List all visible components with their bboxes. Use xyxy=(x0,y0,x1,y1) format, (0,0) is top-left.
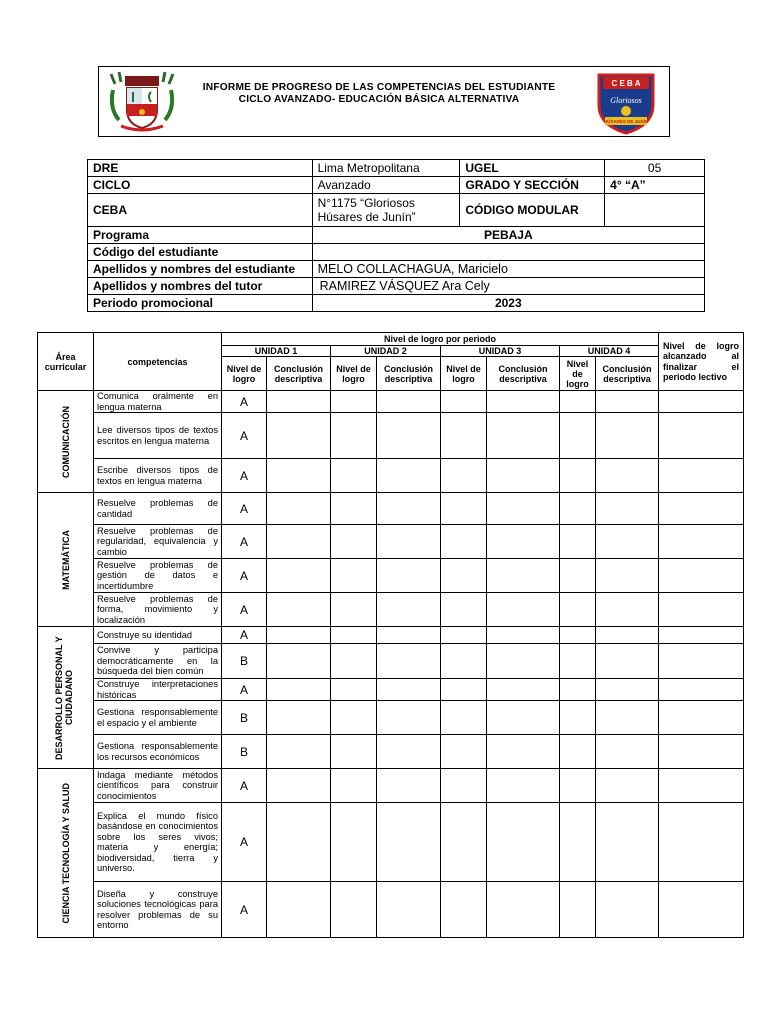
unit-1-level: A xyxy=(222,593,267,627)
tutor-label: Apellidos y nombres del tutor xyxy=(88,278,313,295)
unit-1-conclusion xyxy=(267,593,331,627)
unit-4-conclusion xyxy=(596,882,659,938)
competency-text: Escribe diversos tipos de textos en lengua materna xyxy=(94,459,222,493)
unit-1-conclusion xyxy=(267,413,331,459)
unit-2-level xyxy=(331,701,377,735)
unit-3-conclusion xyxy=(487,803,560,882)
unit-2-conclusion xyxy=(377,769,441,803)
unit-3-conclusion xyxy=(487,459,560,493)
programa-label: Programa xyxy=(88,227,313,244)
unit-3-conclusion xyxy=(487,679,560,701)
unit-2-nivel-header: Nivel de logro xyxy=(331,357,377,391)
unit-2-conclusion xyxy=(377,391,441,413)
estudiante-label: Apellidos y nombres del estudiante xyxy=(88,261,313,278)
unit-4-conclusion xyxy=(596,391,659,413)
nivel-periodo-header: Nivel de logro por periodo xyxy=(222,333,659,346)
final-level xyxy=(659,679,744,701)
unit-3-level xyxy=(441,493,487,525)
table-row xyxy=(38,679,744,701)
competency-text: Construye su identidad xyxy=(94,627,222,644)
unit-4-conclusion xyxy=(596,803,659,882)
table-row xyxy=(38,701,744,735)
unit-2-level xyxy=(331,679,377,701)
ceba-label: CEBA xyxy=(88,194,313,227)
final-level xyxy=(659,882,744,938)
unit-4-conclusion xyxy=(596,525,659,559)
unit-1-level: A xyxy=(222,803,267,882)
unit-1-level: A xyxy=(222,525,267,559)
unit-1-level: A xyxy=(222,769,267,803)
competency-text: Indaga mediante métodos científicos para construir conocimientos xyxy=(94,769,222,803)
codigo-estudiante-label: Código del estudiante xyxy=(88,244,313,261)
ugel-label: UGEL xyxy=(460,160,605,177)
unit-1-conclusion xyxy=(267,803,331,882)
unit-1-conclusion xyxy=(267,679,331,701)
unit-3-conclusion xyxy=(487,769,560,803)
unit-3-level xyxy=(441,701,487,735)
unit-4-conclusion xyxy=(596,701,659,735)
final-level xyxy=(659,391,744,413)
programa-value: PEBAJA xyxy=(312,227,704,244)
area-cell xyxy=(38,493,94,627)
final-level xyxy=(659,493,744,525)
final-level xyxy=(659,701,744,735)
unit-2-level xyxy=(331,803,377,882)
periodo-value: 2023 xyxy=(312,295,704,312)
unit-4-level xyxy=(560,413,596,459)
final-level xyxy=(659,559,744,593)
unit-3-level xyxy=(441,735,487,769)
unit-2-conclusion xyxy=(377,882,441,938)
dre-value: Lima Metropolitana xyxy=(312,160,460,177)
estudiante-value: MELO COLLACHAGUA, Maricielo xyxy=(312,261,704,278)
unit-2-conclusion xyxy=(377,679,441,701)
unit-4-level xyxy=(560,735,596,769)
unit-1-level: B xyxy=(222,644,267,679)
unit-2-level xyxy=(331,593,377,627)
unit-4-conclusion xyxy=(596,644,659,679)
student-info-table xyxy=(87,159,705,312)
unit-1-level: A xyxy=(222,627,267,644)
logo-husares-text: HÚSARES DE JUNÍN xyxy=(603,119,649,124)
codigo-modular-value xyxy=(605,194,705,227)
unit-4-level xyxy=(560,882,596,938)
unit-2-header: UNIDAD 2 xyxy=(331,346,441,357)
final-level xyxy=(659,525,744,559)
report-header xyxy=(98,66,670,137)
competency-text: Resuelve problemas de gestión de datos e incertidumbre xyxy=(94,559,222,593)
final-level xyxy=(659,593,744,627)
competency-text: Resuelve problemas de cantidad xyxy=(94,493,222,525)
unit-2-conclusion xyxy=(377,413,441,459)
table-row xyxy=(38,391,744,413)
final-level xyxy=(659,735,744,769)
grado-value: 4° “A” xyxy=(605,177,705,194)
unit-4-level xyxy=(560,803,596,882)
table-row xyxy=(38,559,744,593)
unit-4-conclusion xyxy=(596,559,659,593)
unit-1-level: B xyxy=(222,735,267,769)
unit-2-level xyxy=(331,493,377,525)
unit-2-level xyxy=(331,882,377,938)
ceba-value xyxy=(312,194,460,227)
unit-4-level xyxy=(560,459,596,493)
unit-1-level: A xyxy=(222,679,267,701)
ceba-shield-logo-icon xyxy=(595,71,657,135)
unit-4-level xyxy=(560,493,596,525)
unit-2-level xyxy=(331,459,377,493)
unit-2-level xyxy=(331,735,377,769)
unit-2-conclusion xyxy=(377,627,441,644)
ugel-value: 05 xyxy=(605,160,705,177)
final-level xyxy=(659,627,744,644)
unit-3-nivel-header: Nivel de logro xyxy=(441,357,487,391)
unit-4-level xyxy=(560,627,596,644)
unit-3-level xyxy=(441,459,487,493)
report-title xyxy=(179,82,579,106)
unit-4-header: UNIDAD 4 xyxy=(560,346,659,357)
unit-3-conclusion xyxy=(487,493,560,525)
unit-2-conclusion xyxy=(377,493,441,525)
competency-text: Lee diversos tipos de textos escritos en lengua materna xyxy=(94,413,222,459)
unit-1-conclusion xyxy=(267,391,331,413)
unit-3-conclusion xyxy=(487,644,560,679)
table-row xyxy=(38,593,744,627)
final-level xyxy=(659,413,744,459)
logo-gloriosos-text: Gloriosos xyxy=(610,96,642,105)
table-row xyxy=(38,803,744,882)
table-row xyxy=(38,644,744,679)
unit-4-conclusion xyxy=(596,493,659,525)
tutor-value: RAMIREZ VÁSQUEZ Ara Cely xyxy=(312,278,704,295)
ciclo-label: CICLO xyxy=(88,177,313,194)
unit-3-conclusion xyxy=(487,593,560,627)
grado-label: GRADO Y SECCIÓN xyxy=(460,177,605,194)
unit-4-level xyxy=(560,769,596,803)
competencias-table xyxy=(37,332,744,938)
unit-1-conclusion xyxy=(267,459,331,493)
area-cell xyxy=(38,627,94,769)
unit-2-conclusion xyxy=(377,701,441,735)
competency-text: Gestiona responsablemente los recursos económicos xyxy=(94,735,222,769)
competency-text: Explica el mundo físico basándose en conocimientos sobre los seres vivos; materia y energía; biodiversidad, tierra y universo. xyxy=(94,803,222,882)
unit-1-conclusion xyxy=(267,559,331,593)
ceba-value-line-1: N°1175 “Gloriosos xyxy=(317,196,415,210)
unit-3-conclusion xyxy=(487,413,560,459)
unit-4-conclusion xyxy=(596,413,659,459)
competency-text: Diseña y construye soluciones tecnológicas para resolver problemas de su entorno xyxy=(94,882,222,938)
unit-2-level xyxy=(331,769,377,803)
area-name: CIENCIA TECNOLOGÍA Y SALUD xyxy=(60,782,71,924)
unit-3-level xyxy=(441,803,487,882)
dre-label: DRE xyxy=(88,160,313,177)
unit-1-conclusion xyxy=(267,493,331,525)
ciclo-value: Avanzado xyxy=(312,177,460,194)
codigo-modular-label: CÓDIGO MODULAR xyxy=(460,194,605,227)
competency-text: Comunica oralmente en lengua materna xyxy=(94,391,222,413)
unit-2-conclusion xyxy=(377,644,441,679)
periodo-label: Periodo promocional xyxy=(88,295,313,312)
unit-2-conclusion xyxy=(377,459,441,493)
area-name: DESARROLLO PERSONAL Y CIUDADANO xyxy=(53,635,74,760)
unit-2-conclusion xyxy=(377,803,441,882)
unit-4-level xyxy=(560,644,596,679)
area-header: Área curricular xyxy=(38,333,94,391)
unit-4-level xyxy=(560,525,596,559)
unit-3-conclusion xyxy=(487,701,560,735)
unit-3-level xyxy=(441,769,487,803)
ceba-value-line-2: Húsares de Junín” xyxy=(317,210,416,224)
title-line-2: CICLO AVANZADO- EDUCACIÓN BÁSICA ALTERNATIVA xyxy=(238,94,520,105)
area-name: MATEMÁTICA xyxy=(60,529,71,590)
table-row xyxy=(38,627,744,644)
unit-1-conclusion xyxy=(267,701,331,735)
unit-1-level: A xyxy=(222,391,267,413)
unit-3-level xyxy=(441,627,487,644)
unit-4-conclusion xyxy=(596,459,659,493)
peru-coat-of-arms-icon xyxy=(109,70,175,134)
area-cell xyxy=(38,391,94,493)
competency-text: Resuelve problemas de forma, movimiento y localización xyxy=(94,593,222,627)
unit-3-level xyxy=(441,593,487,627)
unit-3-conclusion xyxy=(487,559,560,593)
unit-1-level: B xyxy=(222,701,267,735)
unit-3-conclusion xyxy=(487,627,560,644)
competencias-header: competencias xyxy=(94,333,222,391)
table-row xyxy=(38,525,744,559)
unit-4-conclusion xyxy=(596,769,659,803)
unit-4-conclusion xyxy=(596,593,659,627)
unit-2-conclusion xyxy=(377,735,441,769)
table-row xyxy=(38,459,744,493)
unit-1-level: A xyxy=(222,413,267,459)
unit-3-level xyxy=(441,559,487,593)
table-row xyxy=(38,769,744,803)
final-level xyxy=(659,803,744,882)
unit-1-level: A xyxy=(222,882,267,938)
competency-text: Convive y participa democráticamente en la búsqueda del bien común xyxy=(94,644,222,679)
unit-3-level xyxy=(441,413,487,459)
unit-3-conclusion xyxy=(487,525,560,559)
unit-1-conclusion xyxy=(267,644,331,679)
unit-1-conclusion xyxy=(267,735,331,769)
unit-4-conclusion-header: Conclusión descriptiva xyxy=(596,357,659,391)
unit-2-level xyxy=(331,413,377,459)
unit-2-conclusion xyxy=(377,525,441,559)
unit-2-level xyxy=(331,391,377,413)
unit-1-conclusion-header: Conclusión descriptiva xyxy=(267,357,331,391)
unit-3-conclusion xyxy=(487,735,560,769)
unit-3-conclusion xyxy=(487,391,560,413)
unit-4-conclusion xyxy=(596,679,659,701)
unit-1-level: A xyxy=(222,493,267,525)
table-row xyxy=(38,735,744,769)
area-name: COMUNICACIÓN xyxy=(60,405,71,478)
unit-4-nivel-header: Nivel de logro xyxy=(560,357,596,391)
unit-4-conclusion xyxy=(596,735,659,769)
unit-4-level xyxy=(560,391,596,413)
unit-4-level xyxy=(560,679,596,701)
codigo-estudiante-value xyxy=(312,244,704,261)
competency-text: Resuelve problemas de regularidad, equivalencia y cambio xyxy=(94,525,222,559)
title-line-1: INFORME DE PROGRESO DE LAS COMPETENCIAS DEL ESTUDIANTE xyxy=(202,82,556,93)
unit-1-conclusion xyxy=(267,627,331,644)
table-row xyxy=(38,882,744,938)
unit-2-level xyxy=(331,559,377,593)
unit-3-level xyxy=(441,525,487,559)
unit-1-level: A xyxy=(222,559,267,593)
unit-1-conclusion xyxy=(267,769,331,803)
unit-2-level xyxy=(331,644,377,679)
unit-3-conclusion xyxy=(487,882,560,938)
unit-1-nivel-header: Nivel de logro xyxy=(222,357,267,391)
final-level xyxy=(659,459,744,493)
final-level-header: Nivel de logro alcanzado al finalizar el periodo lectivo xyxy=(659,333,744,391)
unit-2-level xyxy=(331,525,377,559)
unit-3-level xyxy=(441,391,487,413)
unit-2-conclusion xyxy=(377,593,441,627)
competency-text: Gestiona responsablemente el espacio y el ambiente xyxy=(94,701,222,735)
logo-ceba-text: C E B A xyxy=(611,79,641,88)
unit-1-conclusion xyxy=(267,882,331,938)
area-cell xyxy=(38,769,94,938)
unit-2-conclusion xyxy=(377,559,441,593)
unit-3-level xyxy=(441,882,487,938)
unit-1-level: A xyxy=(222,459,267,493)
unit-4-level xyxy=(560,701,596,735)
unit-3-header: UNIDAD 3 xyxy=(441,346,560,357)
unit-4-conclusion xyxy=(596,627,659,644)
competency-text: Construye interpretaciones históricas xyxy=(94,679,222,701)
unit-4-level xyxy=(560,559,596,593)
unit-3-level xyxy=(441,679,487,701)
unit-4-level xyxy=(560,593,596,627)
final-level xyxy=(659,644,744,679)
unit-2-conclusion-header: Conclusión descriptiva xyxy=(377,357,441,391)
unit-2-level xyxy=(331,627,377,644)
unit-1-header: UNIDAD 1 xyxy=(222,346,331,357)
unit-3-level xyxy=(441,644,487,679)
unit-1-conclusion xyxy=(267,525,331,559)
unit-3-conclusion-header: Conclusión descriptiva xyxy=(487,357,560,391)
final-level xyxy=(659,769,744,803)
table-row xyxy=(38,413,744,459)
table-row xyxy=(38,493,744,525)
